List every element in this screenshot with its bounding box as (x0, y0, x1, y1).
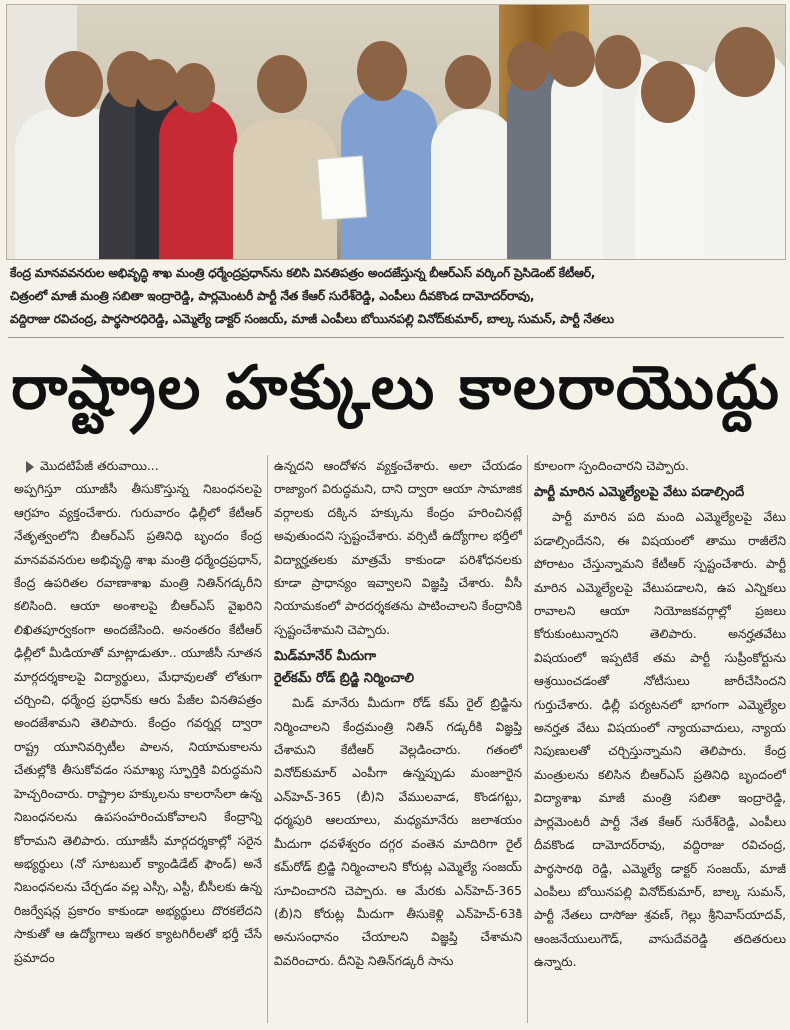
person-figure (159, 99, 237, 259)
person-head (547, 31, 595, 87)
paragraph (534, 506, 786, 974)
subheading-line: రైల్‌కమ్‌ రోడ్‌ బ్రిడ్జి నిర్మించాలి (274, 671, 415, 687)
photo-caption (10, 262, 784, 331)
column-divider (527, 455, 528, 1023)
person-head (595, 35, 641, 89)
caption-line: వద్దిరాజు రవిచంద్ర, పార్థసారధిరెడ్డి, ఎమ్మెల్యే డాక్టర్‌ సంజయ్‌, మాజీ ఎంపీలు బోయినపల్లి వినోద్‌కుమార్‌, బాల్క సుమన్‌, పార్టీ నేతలు (10, 312, 614, 326)
chevron-right-icon (26, 461, 34, 473)
column-divider (267, 455, 268, 1023)
article-column-1 (14, 455, 262, 1025)
separator-rule (8, 337, 784, 338)
memorandum-paper (317, 155, 367, 220)
caption-line: చిత్రంలో మాజీ మంత్రి సబితా ఇంద్రారెడ్డి, పార్లమెంటరీ పార్టీ నేత కేఆర్‌ సురేశ్‌రెడ్డి, ఎంపీలు దీవకొండ దామోదర్‌రావు, (10, 289, 535, 303)
paragraph: ఉన్నదని ఆందోళన వ్యక్తంచేశారు. అలా చేయడం రాజ్యాంగ విరుద్ధమని, దాని ద్వారా ఆయా సామాజిక వర్గాలకు దక్కిన హక్కును కేంద్రం హరించినట్లే అవుతుందని స్పష్టంచేశారు. వర్సిటీ ఉద్యోగాల భర్తీలో విద్యార్హతలకు మాత్రమే కాకుండా పరిశోధనలకు కూడా ప్రాధాన్యం ఇవ్వాలని విజ్ఞప్తి చేశారు. వీసీ నియామకంలో పారదర్శకతను పాటించాలని కేంద్రానికి స్పష్టంచేశామని చెప్పారు. (274, 459, 522, 637)
caption-line: కేంద్ర మానవవనరుల అభివృద్ధి శాఖ మంత్రి ధర్మేంద్రప్రధాన్‌ను కలిసి వినతిపత్రం అందజేస్తున్న బీఆర్‌ఎస్‌ వర్కింగ్‌ ప్రెసిడెంట్‌ కేటీఆర్‌, (10, 266, 596, 280)
person-head (641, 61, 695, 123)
person-head (445, 55, 491, 109)
paragraph: అప్పగిస్తూ యూజీసీ తీసుకొస్తున్న నిబంధనలపై ఆగ్రహం వ్యక్తంచేశారు. గురువారం ఢిల్లీలో కేటీఆర్‌ నేతృత్వంలోని బీఆర్‌ఎస్‌ ప్రతినిధి బృందం కేంద్ర మానవవనరుల అభివృద్ధి శాఖ మంత్రి ధర్మేంద్రప్రధాన్‌, కేంద్ర ఉపరితల రవాణాశాఖ మంత్రి నితిన్‌గడ్కరీని కలిసింది. ఆయా అంశాలపై బీఆర్‌ఎస్‌ వైఖరిని లిఖితపూర్వకంగా అందజేసింది. అనంతరం కేటీఆర్‌ ఢిల్లీలో మీడియాతో మాట్లాడుతూ.. యూజీసీ నూతన మార్గదర్శకాలపై విద్యార్థులు, మేధావులతో లోతుగా చర్చించి, ధర్మేంద్ర ప్రధాన్‌కు ఆరు పేజీల వినతిపత్రం అందజేశామని తెలిపారు. కేంద్రం గవర్నర్ల ద్వారా రాష్ట్ర యూనివర్సిటీల పాలన, నియామకాలను చేతుల్లోకి తీసుకోవడం సమాఖ్య స్ఫూర్తికి విరుద్ధమని హెచ్చరించారు. రాష్ట్రాల హక్కులను కాలరాసేలా ఉన్న నిబంధనలను ఉపసంహరించుకోవాలని కేంద్రాన్ని కోరామని తెలిపారు. యూజీసీ మార్గదర్శకాల్లో సరైన అభ్యర్థులు (నో సూటబుల్‌ క్యాండిడేట్‌ ఫౌండ్‌) అనే నిబంధనలను చేర్చడం వల్ల ఎస్సీ, ఎస్టీ, బీసీలకు ఉన్న రిజర్వేషన్ల ప్రకారం కాకుండా అభ్యర్థులు దొరకలేదని సాకుతో ఆ ఉద్యోగాలు ఇతర క్యాటగిరీలతో భర్తీ చేసే ప్రమాదం (14, 482, 262, 965)
person-head (173, 63, 215, 113)
person-figure (431, 109, 517, 259)
person-head (715, 27, 775, 97)
paragraph-text: పార్టీ మారిన పది మంది ఎమ్మెల్యేలపై వేటు పడాల్సిందేనని, ఈ విషయంలో తాము రాజీలేని పోరాటం చేస్తున్నామని కేటీఆర్‌ స్పష్టంచేశారు. పార్టీ మారిన ఎమ్మెల్యేలపై వేటుపడాలని, ఉప ఎన్నికలు రావాలని ఆయా నియోజకవర్గాల్లో ప్రజలు కోరుకుంటున్నారని తెలిపారు. అనర్హతవేటు విషయంలో ఇప్పటికే తమ పార్టీ సుప్రీంకోర్టును ఆశ్రయించడంతో నోటీసులు జారీచేసిందని గుర్తుచేశారు. ఢిల్లీ పర్యటనలో భాగంగా ఎమ్మెల్యేల అనర్హత వేటు విషయంలో న్యాయవాదులు, న్యాయ నిపుణులతో చర్చిస్తున్నామని తెలిపారు. కేంద్ర మంత్రులను కలిసిన బీఆర్‌ఎస్‌ ప్రతినిధి బృందంలో విద్యాశాఖ మాజీ మంత్రి సబితా ఇంద్రారెడ్డి, పార్లమెంటరీ పార్టీ నేత కేఆర్‌ సురేశ్‌రెడ్డి, ఎంపీలు దీవకొండ దామోదర్‌రావు, వద్దిరాజు రవిచంద్ర, పార్థసారథి రెడ్డి, ఎమ్మెల్యే డాక్టర్‌ సంజయ్‌, మాజీ ఎంపీలు బోయినపల్లి వినోద్‌కుమార్‌, బాల్క సుమన్‌, పార్టీ నేతలు దాసోజు శ్రవణ్‌, గెల్లు శ్రీనివాస్‌యాదవ్‌, ఆంజనేయులుగౌడ్‌, వాసుదేవరెడ్డి తదితరులు ఉన్నారు. (534, 510, 786, 970)
person-head (45, 51, 103, 117)
article-column-2 (274, 455, 522, 1025)
headline: రాష్ట్రాల హక్కులు కాలరాయొద్దు (11, 353, 781, 423)
continued-label: మొదటిపేజీ తరువాయి... (40, 459, 159, 473)
paragraph (274, 692, 522, 973)
paragraph: కూలంగా స్పందించారని చెప్పారు. (534, 459, 689, 473)
news-photo (6, 4, 786, 260)
person-head (257, 55, 307, 113)
subheading (274, 646, 522, 690)
subheading: పార్టీ మారిన ఎమ్మెల్యేలపై వేటు పడాల్సిందే (534, 485, 745, 501)
lead-line (14, 455, 262, 478)
subheading-line: మిడ్‌మానేర్‌ మీదుగా (274, 649, 377, 665)
person-head (357, 41, 407, 101)
article-column-3 (534, 455, 786, 1025)
paragraph-text: మిడ్‌ మానేరు మీదుగా రోడ్‌ కమ్‌ రైల్‌ బ్రిడ్జిను నిర్మించాలని కేంద్రమంత్రి నితిన్‌ గడ్కరీకి విజ్ఞప్తి చేశామని కేటీఆర్‌ వెల్లడించారు. గతంలో వినోద్‌కుమార్‌ ఎంపీగా ఉన్నప్పుడు మంజూరైన ఎన్‌హెచ్‌-365 (బీ)ని వేములవాడ, కొండగట్టు, ధర్మపురి ఆలయాలు, మధ్యమానేరు జలాశయం మీదుగా ధవళేశ్వరం దగ్గర వంతెన మాదిరిగా రైల్‌ కమ్‌రోడ్‌ బ్రిడ్జి నిర్మించాలని కోరుట్ల ఎమ్మెల్యే సంజయ్‌ సూచించారని చెప్పారు. ఆ మేరకు ఎన్‌హెచ్‌-365 (బీ)ని కోరుట్ల మీదుగా తీసుకెళ్లి ఎన్‌హెచ్‌-63కి అనుసంధానం చేయాలని విజ్ఞప్తి చేశామని వివరించారు. దీనిపై నితిన్‌గడ్కరీ సాను (274, 696, 522, 968)
person-head (507, 41, 549, 91)
